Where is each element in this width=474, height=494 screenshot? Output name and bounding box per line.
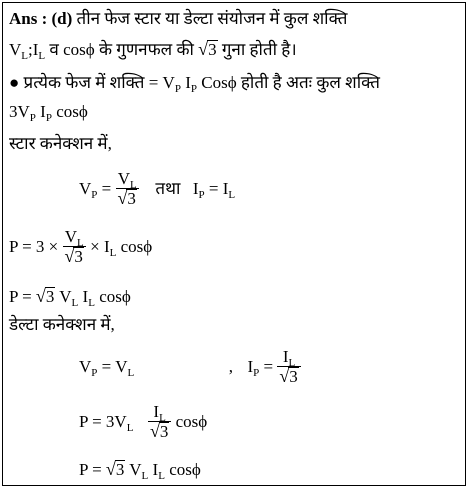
subscript-l: L — [76, 236, 84, 249]
bullet-icon: ● — [9, 73, 20, 92]
delta-heading: डेल्टा कनेक्शन में, — [9, 315, 115, 334]
answer-line-2 — [9, 39, 297, 60]
il-symbol: I — [222, 179, 229, 198]
comma: , — [228, 357, 233, 376]
power-lhs: P = — [79, 460, 102, 479]
radicand: 3 — [208, 40, 217, 59]
subscript-l: L — [126, 422, 134, 434]
subscript-l: L — [228, 189, 236, 201]
subscript-p: P — [190, 83, 197, 95]
vl-over-root3-fraction — [116, 169, 139, 208]
subscript-l: L — [71, 297, 79, 309]
cos-phi: cosϕ — [99, 287, 131, 306]
ip-symbol: I — [192, 179, 199, 198]
root-sign: √ — [279, 365, 290, 386]
radicand: 3 — [115, 460, 125, 479]
subscript-l: L — [159, 411, 166, 424]
star-heading: स्टार कनेक्शन में, — [9, 134, 112, 153]
equals-sign: = — [208, 179, 219, 198]
sqrt-three — [106, 459, 125, 480]
delta-equation-2 — [79, 402, 207, 443]
tatha-text: तथा — [155, 179, 181, 198]
answer-box — [2, 2, 466, 486]
equals-sign: = — [101, 179, 112, 198]
numerator-i: I — [153, 401, 160, 421]
fraction-numerator — [148, 402, 171, 422]
sqrt-three — [65, 247, 84, 266]
current-symbol: I — [185, 73, 191, 92]
subscript-p: P — [91, 367, 98, 379]
root-sign: √ — [64, 245, 75, 266]
current-symbol: I — [32, 40, 39, 59]
separator: ; — [28, 40, 33, 59]
il-over-root3-fraction — [148, 402, 171, 441]
vl-symbol: V — [115, 357, 128, 376]
power-lhs: P = 3 × — [9, 237, 59, 256]
root-sign: √ — [35, 286, 46, 306]
fraction-denominator — [116, 189, 139, 208]
answer-line-1 — [9, 9, 347, 29]
equals-sign: = — [101, 357, 112, 376]
fraction-numerator — [63, 227, 86, 247]
current-symbol: I — [152, 460, 159, 479]
voltage-symbol: V — [129, 460, 142, 479]
vl-over-root3-fraction — [63, 227, 86, 266]
sqrt-three — [36, 286, 55, 307]
delta-equation-1 — [79, 347, 301, 388]
numerator-v: V — [64, 226, 77, 246]
sqrt-three — [150, 422, 169, 441]
subscript-l: L — [21, 50, 29, 62]
voltage-symbol: V — [162, 73, 175, 92]
root-sign: √ — [149, 420, 160, 441]
answer-intro-text: तीन फेज स्टार या डेल्टा संयोजन में कुल शक्ति — [76, 9, 348, 28]
subscript-l: L — [158, 470, 165, 482]
answer-line-3 — [9, 73, 380, 93]
cos-phi: cosϕ — [63, 40, 95, 59]
total-power-text: होती है अतः कुल शक्ति — [240, 73, 380, 92]
fraction-numerator — [277, 347, 300, 367]
radicand: 3 — [159, 421, 169, 441]
ip-symbol: I — [247, 357, 254, 376]
root-sign: √ — [105, 459, 116, 479]
cos-phi: cosϕ — [169, 460, 201, 479]
sqrt-three — [279, 367, 298, 386]
current-symbol: I — [82, 287, 89, 306]
fraction-denominator — [148, 422, 171, 441]
subscript-p: P — [174, 83, 181, 95]
star-equation-1 — [79, 169, 235, 210]
star-equation-2 — [9, 227, 152, 268]
radicand: 3 — [45, 287, 55, 306]
delta-equation-3 — [79, 459, 201, 480]
root-sign: √ — [198, 39, 209, 59]
times-text: गुना होती है। — [221, 40, 297, 59]
fraction-denominator — [63, 247, 86, 266]
subscript-l: L — [38, 50, 46, 62]
cos-phi: cosϕ — [175, 412, 208, 431]
subscript-p: P — [198, 189, 205, 201]
numerator-i: I — [282, 346, 289, 366]
star-equation-3 — [9, 286, 131, 307]
phase-power-text: प्रत्येक फेज में शक्ति — [23, 73, 145, 92]
radicand: 3 — [289, 366, 298, 386]
times-il: × I — [90, 237, 110, 256]
power-lhs: P = 3V — [79, 412, 127, 431]
conjunction-text: व — [49, 40, 59, 59]
radicand: 3 — [74, 246, 83, 266]
three-vp: 3V — [9, 102, 30, 121]
cos-phi: cosϕ — [120, 237, 153, 256]
fraction-numerator — [116, 169, 139, 189]
subscript-p: P — [253, 367, 260, 379]
subscript-l: L — [109, 247, 117, 259]
equals-sign: = — [263, 357, 274, 376]
equals-sign: = — [148, 73, 159, 92]
vp-symbol: V — [79, 357, 92, 376]
vp-symbol: V — [79, 179, 92, 198]
cos-phi: Cosϕ — [201, 73, 237, 92]
voltage-symbol: V — [9, 40, 22, 59]
voltage-symbol: V — [59, 287, 72, 306]
root-sign: √ — [117, 187, 128, 208]
radicand: 3 — [127, 188, 136, 208]
subscript-p: P — [45, 112, 52, 124]
subscript-p: P — [29, 112, 36, 124]
current-symbol: I — [40, 102, 46, 121]
sqrt-three — [118, 189, 137, 208]
fraction-denominator — [277, 367, 300, 386]
cos-phi: cosϕ — [56, 102, 88, 121]
power-lhs: P = — [9, 287, 32, 306]
numerator-v: V — [117, 168, 130, 188]
answer-line-4 — [9, 102, 88, 122]
subscript-l: L — [127, 367, 135, 379]
sqrt-three — [198, 39, 217, 60]
subscript-p: P — [91, 189, 98, 201]
product-text: के गुणनफल की — [98, 40, 194, 59]
answer-label: Ans : (d) — [9, 9, 73, 28]
subscript-l: L — [288, 356, 296, 369]
subscript-l: L — [129, 178, 137, 191]
subscript-l: L — [141, 470, 149, 482]
il-over-root3-fraction — [277, 347, 300, 386]
subscript-l: L — [88, 297, 95, 309]
